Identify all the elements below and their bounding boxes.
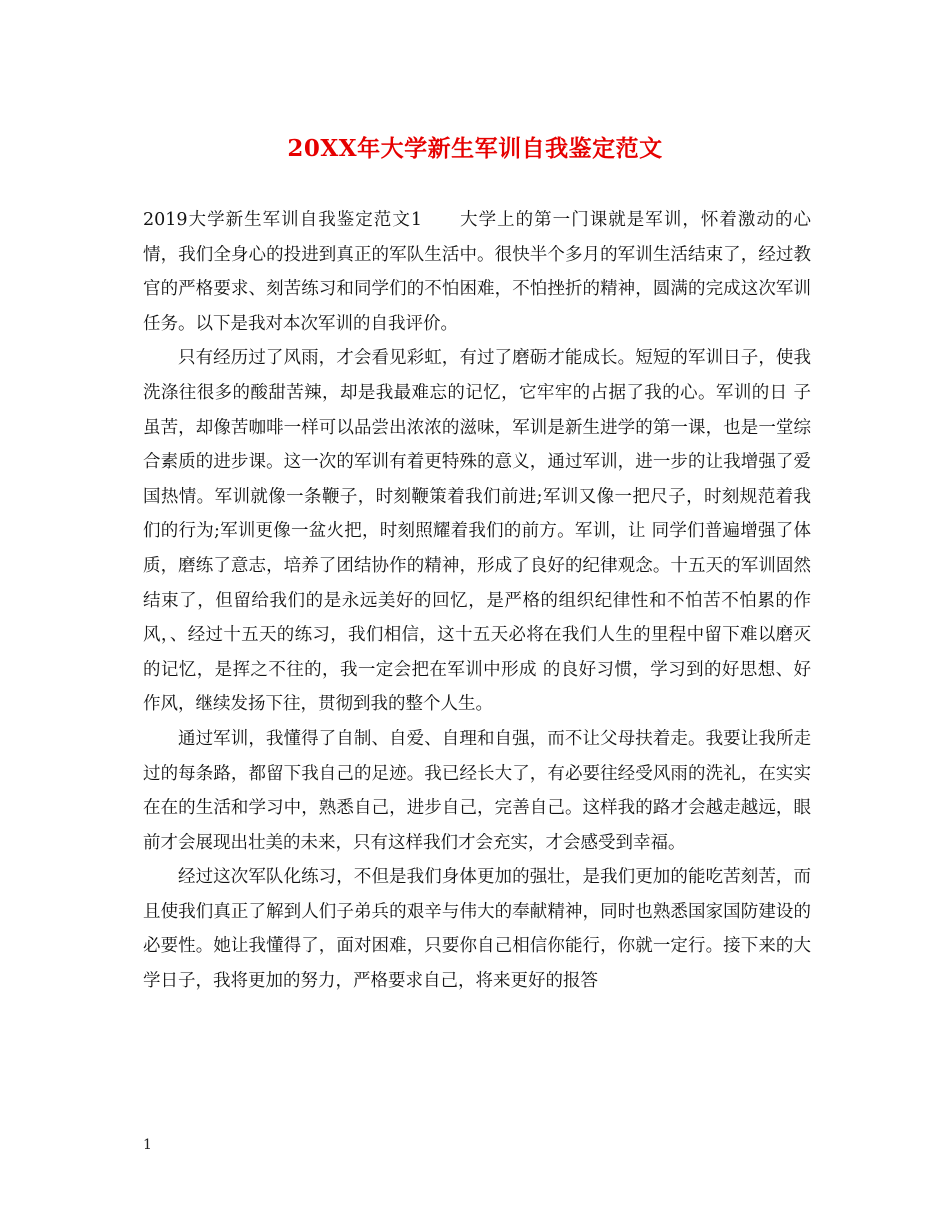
paragraph-conclusion: 经过这次军队化练习，不但是我们身体更加的强壮，是我们更加的能吃苦刻苦，而且使我们真正了解到人们子弟兵的艰辛与伟大的奉献精神，同时也熟悉国家国防建设的必要性。她让我懂得了，面对困难，只要你自己相信你能行，你就一定行。接下来的大学日子，我将更加的努力，严格要求自己，将来更好的报答 xyxy=(143,867,811,992)
paragraph-experience: 只有经历过了风雨，才会看见彩虹，有过了磨砺才能成长。短短的军训日子，使我洗涤往很多的酸甜苦辣，却是我最难忘的记忆，它牢牢的占据了我的心。军训的日 子虽苦，却像苦咖啡一样可以品尝出浓浓的滋味，军训是新生进学的第一课，也是一堂综合素质的进步课。这一次的军训有着更特殊的意义，通过军训，进一步的让我增强了爱国热情。军训就像一条鞭子，时刻鞭策着我们前进;军训又像一把尺子，时刻规范着我们的行为;军训更像一盆火把，时刻照耀着我们的前方。军训，让 同学们普遍增强了体质，磨练了意志，培养了团结协作的精神，形成了良好的纪律观念。十五天的军训固然结束了，但留给我们的是永远美好的回忆，是严格的组织纪律性和不怕苦不怕累的作风，、经过十五天的练习，我们相信，这十五天必将在我们人生的里程中留下难以磨灭的记忆，是挥之不往的，我一定会把在军训中形成 的良好习惯，学习到的好思想、好作风，继续发扬下往，贯彻到我的整个人生。 xyxy=(143,348,811,715)
page-number: 1 xyxy=(143,1137,152,1153)
paragraph-growth: 通过军训，我懂得了自制、自爱、自理和自强，而不让父母扶着走。我要让我所走过的每条路，都留下我自己的足迹。我已经长大了，有必要往经受风雨的洗礼，在实实在在的生活和学习中，熟悉自己，进步自己，完善自己。这样我的路才会越走越远，眼前才会展现出壮美的未来，只有这样我们才会充实，才会感受到幸福。 xyxy=(143,728,811,853)
paragraph-intro: 2019大学新生军训自我鉴定范文1 大学上的第一门课就是军训，怀着激动的心情，我们全身心的投进到真正的军队生活中。很快半个多月的军训生活结束了，经过教官的严格要求、刻苦练习和同学们的不怕困难，不怕挫折的精神，圆满的完成这次军训任务。以下是我对本次军训的自我评价。 xyxy=(143,210,811,334)
document-body xyxy=(143,203,811,999)
document-title: 20XX年大学新生军训自我鉴定范文 xyxy=(287,135,663,162)
